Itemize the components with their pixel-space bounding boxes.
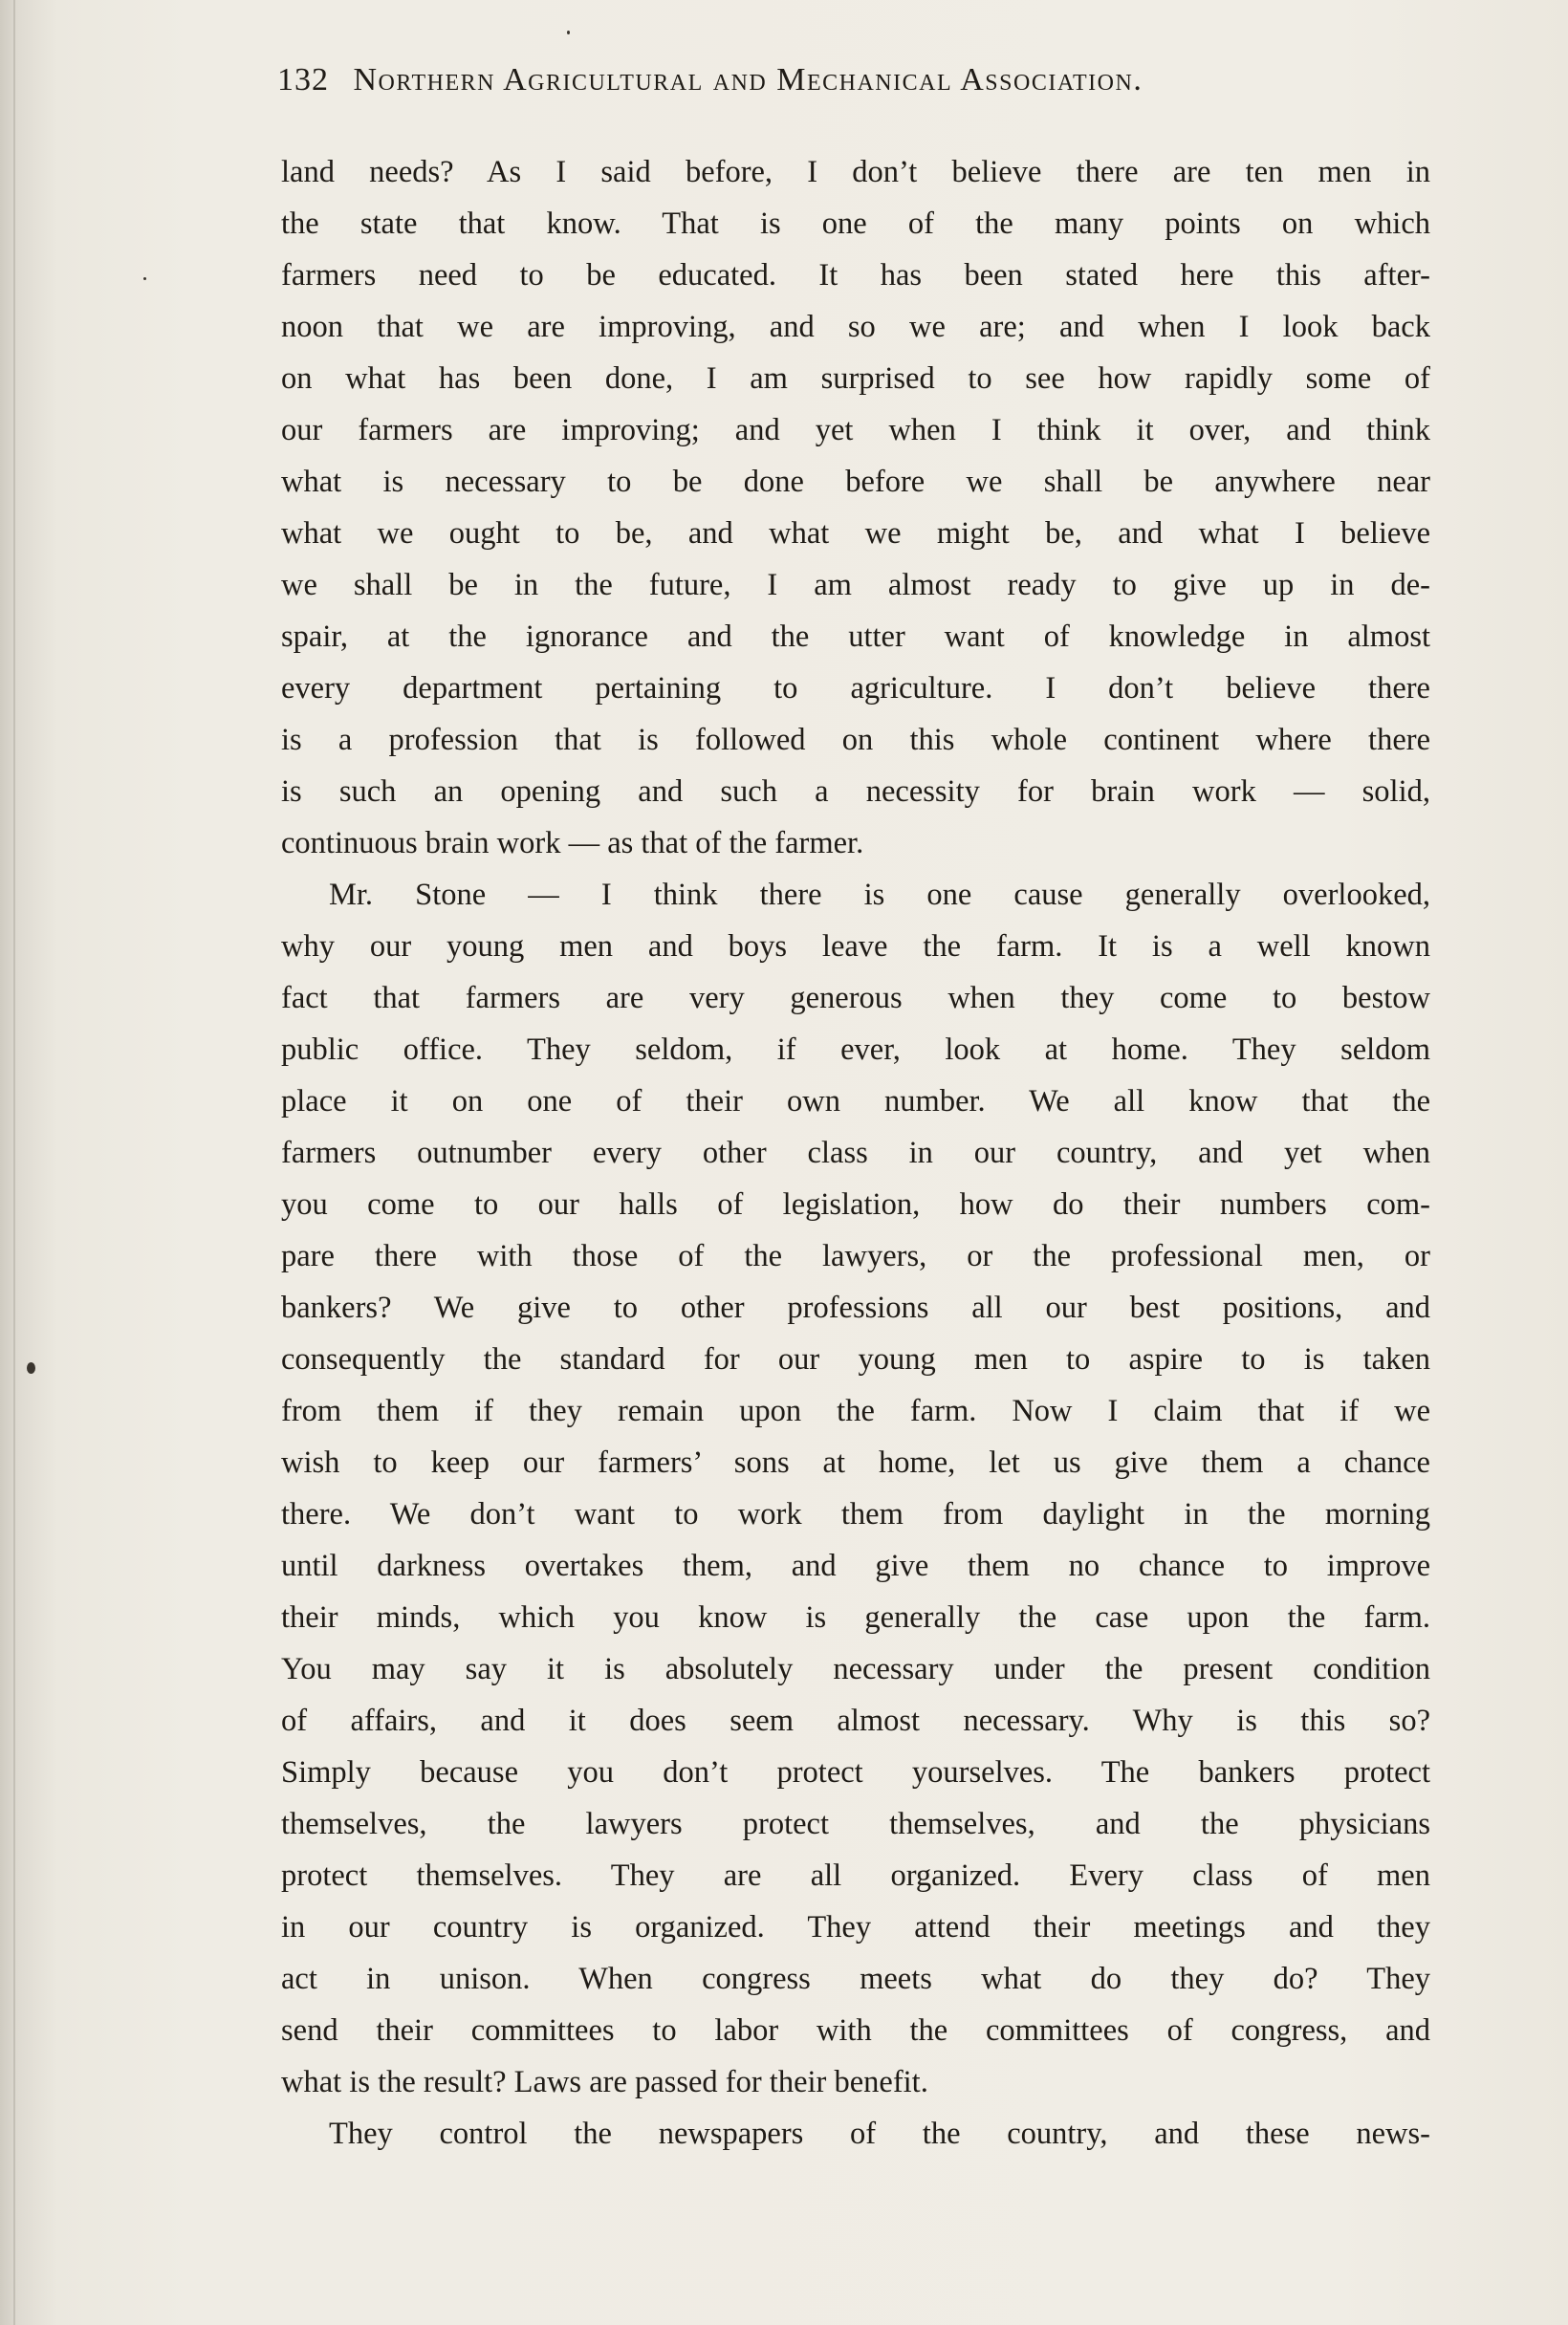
text-line: Simply because you don’t protect yourselves. The bankers protect: [281, 1755, 1430, 1790]
page-gutter: [13, 0, 15, 2325]
text-line: themselves, the lawyers protect themselves, and the physicians: [281, 1807, 1430, 1841]
text-line: consequently the standard for our young men to aspire to is taken: [281, 1342, 1430, 1377]
text-line: spair, at the ignorance and the utter want of knowledge in almost: [281, 619, 1430, 654]
text-line: is such an opening and such a necessity for brain work — solid,: [281, 774, 1430, 809]
text-line: every department pertaining to agriculture. I don’t believe there: [281, 671, 1430, 706]
body-text: [281, 146, 1430, 2160]
text-line: from them if they remain upon the farm. Now I claim that if we: [281, 1394, 1430, 1428]
text-line: the state that know. That is one of the many points on which: [281, 206, 1430, 241]
text-line: on what has been done, I am surprised to see how rapidly some of: [281, 361, 1430, 396]
running-head-title: Northern Agricultural and Mechanical Association.: [353, 62, 1143, 98]
running-header: [277, 54, 1377, 107]
text-line: their minds, which you know is generally the case upon the farm.: [281, 1600, 1430, 1635]
text-line: land needs? As I said before, I don’t believe there are ten men in: [281, 155, 1430, 189]
text-line: fact that farmers are very generous when they come to bestow: [281, 981, 1430, 1015]
text-line: send their committees to labor with the committees of congress, and: [281, 2013, 1430, 2048]
text-line: why our young men and boys leave the farm. It is a well known: [281, 929, 1430, 964]
text-line: in our country is organized. They attend their meetings and they: [281, 1910, 1430, 1945]
text-line: protect themselves. They are all organized. Every class of men: [281, 1858, 1430, 1893]
text-line: our farmers are improving; and yet when I think it over, and think: [281, 413, 1430, 447]
text-line: farmers need to be educated. It has been stated here this after-: [281, 258, 1430, 293]
text-line: what we ought to be, and what we might be, and what I believe: [281, 516, 1430, 551]
ink-speck: [27, 1362, 35, 1374]
text-line: You may say it is absolutely necessary under the present condition: [281, 1652, 1430, 1686]
text-line: what is the result? Laws are passed for their benefit.: [281, 2065, 928, 2099]
text-line: act in unison. When congress meets what do they do? They: [281, 1962, 1430, 1996]
text-line: public office. They seldom, if ever, look at home. They seldom: [281, 1032, 1430, 1067]
text-line: there. We don’t want to work them from daylight in the morning: [281, 1497, 1430, 1532]
ink-speck: [567, 31, 570, 34]
text-line: They control the newspapers of the country, and these news-: [329, 2117, 1430, 2151]
text-line: of affairs, and it does seem almost necessary. Why is this so?: [281, 1704, 1430, 1738]
text-line: farmers outnumber every other class in our country, and yet when: [281, 1136, 1430, 1170]
text-line: wish to keep our farmers’ sons at home, let us give them a chance: [281, 1445, 1430, 1480]
text-line: noon that we are improving, and so we are; and when I look back: [281, 310, 1430, 344]
text-line: Mr. Stone — I think there is one cause generally overlooked,: [329, 878, 1430, 912]
text-line: bankers? We give to other professions all our best positions, and: [281, 1291, 1430, 1325]
text-line: you come to our halls of legislation, how do their numbers com-: [281, 1187, 1430, 1222]
text-line: we shall be in the future, I am almost ready to give up in de-: [281, 568, 1430, 602]
text-line: what is necessary to be done before we shall be anywhere near: [281, 465, 1430, 499]
text-line: is a profession that is followed on this whole continent where there: [281, 723, 1430, 757]
text-line: until darkness overtakes them, and give them no chance to improve: [281, 1549, 1430, 1583]
text-line: place it on one of their own number. We all know that the: [281, 1084, 1430, 1119]
text-line: continuous brain work — as that of the farmer.: [281, 826, 864, 860]
text-line: pare there with those of the lawyers, or the professional men, or: [281, 1239, 1430, 1273]
ink-speck: [143, 277, 146, 280]
page-number: 132: [277, 62, 329, 98]
